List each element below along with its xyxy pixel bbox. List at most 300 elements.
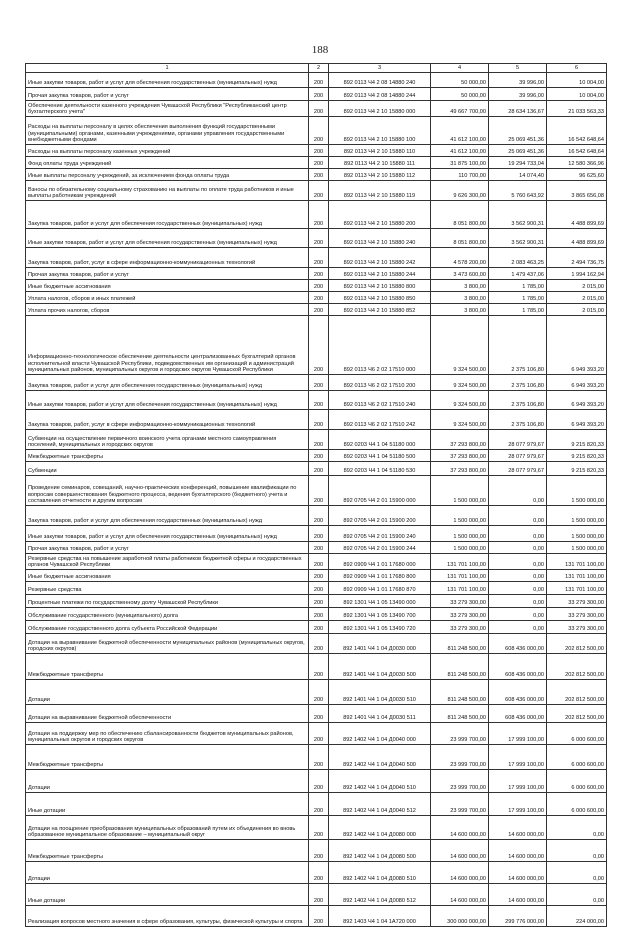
row-approved-cell: 23 999 700,00	[431, 745, 489, 770]
row-classification-cell: 892 0203 Ч4 1 04 51180 000	[329, 430, 431, 450]
row-classification-cell: 892 1402 Ч4 1 04 Д0040 512	[329, 793, 431, 816]
table-row	[26, 462, 607, 476]
row-unexecuted-cell: 6 000 600,00	[547, 745, 607, 770]
row-unexecuted-cell: 96 625,60	[547, 169, 607, 181]
row-classification-cell: 892 0203 Ч4 1 04 51180 500	[329, 450, 431, 462]
row-executed-cell: 608 436 000,00	[489, 654, 547, 680]
row-classification-cell: 892 0113 Ч4 2 10 15880 242	[329, 248, 431, 268]
row-unexecuted-cell: 2 494 736,75	[547, 248, 607, 268]
table-row	[26, 745, 607, 770]
row-unexecuted-cell: 6 000 600,00	[547, 793, 607, 816]
row-approved-cell: 41 612 100,00	[431, 117, 489, 145]
table-row	[26, 621, 607, 634]
table-row	[26, 506, 607, 526]
row-executed-cell: 17 999 100,00	[489, 793, 547, 816]
row-classification-cell: 892 1402 Ч4 1 04 Д0040 000	[329, 723, 431, 745]
row-code-cell: 200	[309, 101, 329, 117]
row-approved-cell: 37 293 800,00	[431, 462, 489, 476]
row-executed-cell: 0,00	[489, 554, 547, 570]
row-code-cell: 200	[309, 542, 329, 554]
table-row	[26, 101, 607, 117]
row-name-cell: Закупка товаров, работ и услуг для обеспечения государственных (муниципальных) нужд	[26, 375, 309, 391]
row-executed-cell: 0,00	[489, 542, 547, 554]
row-code-cell: 200	[309, 292, 329, 304]
row-name-cell: Дотации	[26, 770, 309, 793]
row-classification-cell: 892 0113 Ч4 2 10 15880 240	[329, 229, 431, 248]
row-classification-cell: 892 0909 Ч4 1 01 17680 800	[329, 570, 431, 582]
row-unexecuted-cell: 12 580 366,96	[547, 157, 607, 169]
row-executed-cell: 19 294 733,04	[489, 157, 547, 169]
row-name-cell: Расходы на выплаты персоналу казенных учреждений	[26, 145, 309, 157]
header-col-6: 6	[547, 64, 607, 73]
row-executed-cell: 0,00	[489, 621, 547, 634]
row-unexecuted-cell: 0,00	[547, 862, 607, 884]
row-executed-cell: 2 375 106,80	[489, 375, 547, 391]
row-unexecuted-cell: 1 994 162,94	[547, 268, 607, 280]
row-name-cell: Процентные платежи по государственному долгу Чувашской Республики	[26, 595, 309, 608]
row-approved-cell: 300 000 000,00	[431, 906, 489, 927]
table-body	[26, 73, 607, 927]
row-name-cell: Резервные средства на повышение заработной платы работников бюджетной сферы и государственных органов Чувашской Республики	[26, 554, 309, 570]
row-name-cell: Иные дотации	[26, 884, 309, 906]
row-approved-cell: 50 000,00	[431, 88, 489, 101]
row-unexecuted-cell: 16 542 648,64	[547, 117, 607, 145]
row-name-cell: Субвенции на осуществление первичного воинского учета органами местного самоуправления поселений, муниципальных и городских округов	[26, 430, 309, 450]
row-unexecuted-cell: 2 015,00	[547, 292, 607, 304]
row-approved-cell: 3 473 600,00	[431, 268, 489, 280]
row-executed-cell: 25 069 451,36	[489, 117, 547, 145]
row-classification-cell: 892 0113 Ч4 2 08 14880 244	[329, 88, 431, 101]
row-name-cell: Иные дотации	[26, 793, 309, 816]
row-unexecuted-cell: 21 033 563,33	[547, 101, 607, 117]
row-code-cell: 200	[309, 554, 329, 570]
row-executed-cell: 14 074,40	[489, 169, 547, 181]
row-unexecuted-cell: 2 015,00	[547, 304, 607, 316]
row-name-cell: Дотации на выравнивание бюджетной обеспеченности	[26, 705, 309, 723]
table-row	[26, 268, 607, 280]
row-unexecuted-cell: 0,00	[547, 816, 607, 840]
table-row	[26, 884, 607, 906]
row-approved-cell: 3 800,00	[431, 280, 489, 292]
row-name-cell: Расходы на выплаты персоналу в целях обеспечения выполнения функций государственными (муниципальными) органами, казенными учреждениями, органами управления государственными внебюджетными фондами	[26, 117, 309, 145]
row-executed-cell: 17 999 100,00	[489, 723, 547, 745]
row-executed-cell: 14 600 000,00	[489, 816, 547, 840]
row-executed-cell: 0,00	[489, 570, 547, 582]
row-classification-cell: 892 1402 Ч4 1 04 Д0080 500	[329, 840, 431, 862]
table-row	[26, 375, 607, 391]
row-classification-cell: 892 0113 Ч4 2 08 14880 240	[329, 73, 431, 88]
row-executed-cell: 2 083 463,25	[489, 248, 547, 268]
row-executed-cell: 1 479 437,06	[489, 268, 547, 280]
row-name-cell: Дотации	[26, 862, 309, 884]
row-executed-cell: 0,00	[489, 595, 547, 608]
row-classification-cell: 892 1402 Ч4 1 04 Д0080 000	[329, 816, 431, 840]
row-code-cell: 200	[309, 201, 329, 229]
row-name-cell: Межбюджетные трансферты	[26, 745, 309, 770]
table-row	[26, 542, 607, 554]
row-executed-cell: 28 077 979,67	[489, 430, 547, 450]
table-row	[26, 862, 607, 884]
header-col-3: 3	[329, 64, 431, 73]
row-approved-cell: 33 279 300,00	[431, 621, 489, 634]
row-approved-cell: 33 279 300,00	[431, 595, 489, 608]
row-name-cell: Взносы по обязательному социальному страхованию на выплаты по оплате труда работников и иные выплаты работникам учреждений	[26, 181, 309, 201]
row-unexecuted-cell: 1 500 000,00	[547, 506, 607, 526]
row-classification-cell: 892 0113 Ч6 2 02 17510 200	[329, 375, 431, 391]
row-code-cell: 200	[309, 816, 329, 840]
row-classification-cell: 892 0113 Ч4 2 10 15880 850	[329, 292, 431, 304]
row-approved-cell: 3 800,00	[431, 292, 489, 304]
row-code-cell: 200	[309, 304, 329, 316]
row-code-cell: 200	[309, 770, 329, 793]
row-approved-cell: 9 324 500,00	[431, 375, 489, 391]
row-code-cell: 200	[309, 117, 329, 145]
row-unexecuted-cell: 6 949 393,20	[547, 391, 607, 410]
row-name-cell: Уплата налогов, сборов и иных платежей	[26, 292, 309, 304]
row-name-cell: Дотации на поддержку мер по обеспечению сбалансированности бюджетов муниципальных районов, муниципальных округов и городских округов	[26, 723, 309, 745]
row-classification-cell: 892 0113 Ч4 2 10 15880 110	[329, 145, 431, 157]
table-row	[26, 117, 607, 145]
row-approved-cell: 14 600 000,00	[431, 862, 489, 884]
table-row	[26, 476, 607, 506]
row-name-cell: Информационно-технологическое обеспечение деятельности централизованных бухгалтерий органов исполнительной власти Чувашской Республики, подведомственных им организаций и администраций муниципальных районов, муниципальных округов и городских округов Чувашской Республики	[26, 316, 309, 375]
table-row	[26, 157, 607, 169]
row-name-cell: Дотации	[26, 680, 309, 705]
row-name-cell: Иные закупки товаров, работ и услуг для обеспечения государственных (муниципальных) нужд	[26, 73, 309, 88]
row-name-cell: Иные закупки товаров, работ и услуг для обеспечения государственных (муниципальных) нужд	[26, 391, 309, 410]
row-classification-cell: 892 1301 Ч4 1 05 13490 700	[329, 608, 431, 621]
row-classification-cell: 892 0909 Ч4 1 01 17680 000	[329, 554, 431, 570]
row-executed-cell: 39 996,00	[489, 73, 547, 88]
row-executed-cell: 3 562 900,31	[489, 229, 547, 248]
row-name-cell: Фонд оплаты труда учреждений	[26, 157, 309, 169]
row-name-cell: Межбюджетные трансферты	[26, 840, 309, 862]
row-code-cell: 200	[309, 608, 329, 621]
row-executed-cell: 1 785,00	[489, 280, 547, 292]
row-executed-cell: 0,00	[489, 608, 547, 621]
row-classification-cell: 892 1401 Ч4 1 04 Д0030 510	[329, 680, 431, 705]
row-code-cell: 200	[309, 157, 329, 169]
row-classification-cell: 892 0113 Ч6 2 02 17510 240	[329, 391, 431, 410]
row-executed-cell: 0,00	[489, 476, 547, 506]
table-row	[26, 450, 607, 462]
row-executed-cell: 608 436 000,00	[489, 680, 547, 705]
row-code-cell: 200	[309, 862, 329, 884]
row-code-cell: 200	[309, 906, 329, 927]
row-unexecuted-cell: 4 488 899,69	[547, 229, 607, 248]
row-executed-cell: 5 760 643,92	[489, 181, 547, 201]
table-row	[26, 570, 607, 582]
row-unexecuted-cell: 33 279 300,00	[547, 621, 607, 634]
row-executed-cell: 28 077 979,67	[489, 462, 547, 476]
row-executed-cell: 14 600 000,00	[489, 884, 547, 906]
row-unexecuted-cell: 3 865 656,08	[547, 181, 607, 201]
row-name-cell: Иные закупки товаров, работ и услуг для обеспечения государственных (муниципальных) нужд	[26, 526, 309, 542]
row-approved-cell: 4 578 200,00	[431, 248, 489, 268]
row-code-cell: 200	[309, 73, 329, 88]
row-classification-cell: 892 0113 Ч4 2 10 15880 244	[329, 268, 431, 280]
table-row	[26, 201, 607, 229]
row-classification-cell: 892 1402 Ч4 1 04 Д0040 510	[329, 770, 431, 793]
row-unexecuted-cell: 6 949 393,20	[547, 410, 607, 430]
row-code-cell: 200	[309, 229, 329, 248]
row-approved-cell: 37 293 800,00	[431, 450, 489, 462]
row-name-cell: Иные выплаты персоналу учреждений, за исключением фонда оплаты труда	[26, 169, 309, 181]
table-row	[26, 816, 607, 840]
table-row	[26, 73, 607, 88]
row-approved-cell: 9 324 500,00	[431, 316, 489, 375]
row-approved-cell: 1 500 000,00	[431, 476, 489, 506]
row-name-cell: Межбюджетные трансферты	[26, 654, 309, 680]
row-approved-cell: 131 701 100,00	[431, 570, 489, 582]
table-row	[26, 181, 607, 201]
row-executed-cell: 2 375 106,80	[489, 391, 547, 410]
table-row	[26, 680, 607, 705]
row-executed-cell: 0,00	[489, 582, 547, 595]
row-approved-cell: 49 667 700,00	[431, 101, 489, 117]
row-executed-cell: 14 600 000,00	[489, 862, 547, 884]
row-name-cell: Прочая закупка товаров, работ и услуг	[26, 88, 309, 101]
table-row	[26, 554, 607, 570]
row-classification-cell: 892 0113 Ч4 2 10 15880 852	[329, 304, 431, 316]
row-unexecuted-cell: 202 812 500,00	[547, 654, 607, 680]
row-unexecuted-cell: 16 542 648,64	[547, 145, 607, 157]
row-executed-cell: 14 600 000,00	[489, 840, 547, 862]
row-code-cell: 200	[309, 595, 329, 608]
row-code-cell: 200	[309, 145, 329, 157]
row-code-cell: 200	[309, 526, 329, 542]
row-name-cell: Проведение семинаров, совещаний, научно-практических конференций, повышение квалификации по вопросам совершенствования бюджетного процесса, ведения бухгалтерского (бюджетного) учета и составления отчетности и другим вопросам	[26, 476, 309, 506]
row-classification-cell: 892 0113 Ч4 2 10 15880 800	[329, 280, 431, 292]
table-row	[26, 430, 607, 450]
row-approved-cell: 110 700,00	[431, 169, 489, 181]
row-classification-cell: 892 1401 Ч4 1 04 Д0030 500	[329, 654, 431, 680]
row-executed-cell: 2 375 106,80	[489, 410, 547, 430]
table-row	[26, 608, 607, 621]
row-approved-cell: 3 800,00	[431, 304, 489, 316]
row-executed-cell: 0,00	[489, 506, 547, 526]
row-name-cell: Дотации на выравнивание бюджетной обеспеченности муниципальных районов (муниципальных округов, городских округов)	[26, 634, 309, 654]
row-code-cell: 200	[309, 268, 329, 280]
row-code-cell: 200	[309, 375, 329, 391]
row-executed-cell: 25 069 451,36	[489, 145, 547, 157]
row-classification-cell: 892 0705 Ч4 2 01 15900 244	[329, 542, 431, 554]
table-row	[26, 229, 607, 248]
row-classification-cell: 892 0113 Ч6 2 02 17510 242	[329, 410, 431, 430]
row-approved-cell: 9 324 500,00	[431, 410, 489, 430]
row-unexecuted-cell: 6 949 393,20	[547, 316, 607, 375]
row-executed-cell: 1 785,00	[489, 304, 547, 316]
row-unexecuted-cell: 4 488 899,69	[547, 201, 607, 229]
row-unexecuted-cell: 0,00	[547, 840, 607, 862]
row-executed-cell: 299 776 000,00	[489, 906, 547, 927]
table-row	[26, 840, 607, 862]
row-classification-cell: 892 0113 Ч4 2 10 15880 119	[329, 181, 431, 201]
table-row	[26, 654, 607, 680]
row-code-cell: 200	[309, 506, 329, 526]
table-row	[26, 582, 607, 595]
row-name-cell: Иные бюджетные ассигнования	[26, 570, 309, 582]
row-name-cell: Закупка товаров, работ и услуг для обеспечения государственных (муниципальных) нужд	[26, 506, 309, 526]
row-code-cell: 200	[309, 450, 329, 462]
row-name-cell: Межбюджетные трансферты	[26, 450, 309, 462]
row-code-cell: 200	[309, 570, 329, 582]
row-code-cell: 200	[309, 462, 329, 476]
row-name-cell: Иные закупки товаров, работ и услуг для обеспечения государственных (муниципальных) нужд	[26, 229, 309, 248]
table-row	[26, 316, 607, 375]
table-row	[26, 793, 607, 816]
row-executed-cell: 0,00	[489, 526, 547, 542]
row-code-cell: 200	[309, 680, 329, 705]
table-row	[26, 88, 607, 101]
row-name-cell: Закупка товаров, работ, услуг в сфере информационно-коммуникационных технологий	[26, 410, 309, 430]
row-classification-cell: 892 0113 Ч4 2 10 15880 000	[329, 101, 431, 117]
row-classification-cell: 892 1401 Ч4 1 04 Д0030 000	[329, 634, 431, 654]
row-name-cell: Обслуживание государственного долга субъекта Российской Федерации	[26, 621, 309, 634]
row-classification-cell: 892 0113 Ч4 2 10 15880 100	[329, 117, 431, 145]
row-approved-cell: 8 051 800,00	[431, 201, 489, 229]
row-name-cell: Реализация вопросов местного значения в сфере образования, культуры, физической культуры и спорта	[26, 906, 309, 927]
table-row	[26, 391, 607, 410]
table-header-row	[26, 64, 607, 73]
row-approved-cell: 811 248 500,00	[431, 634, 489, 654]
row-approved-cell: 1 500 000,00	[431, 506, 489, 526]
row-classification-cell: 892 0705 Ч4 2 01 15900 240	[329, 526, 431, 542]
header-col-2: 2	[309, 64, 329, 73]
row-code-cell: 200	[309, 884, 329, 906]
row-unexecuted-cell: 131 701 100,00	[547, 582, 607, 595]
row-name-cell: Закупка товаров, работ и услуг для обеспечения государственных (муниципальных) нужд	[26, 201, 309, 229]
row-code-cell: 200	[309, 476, 329, 506]
row-unexecuted-cell: 9 215 820,33	[547, 450, 607, 462]
row-approved-cell: 23 999 700,00	[431, 793, 489, 816]
row-approved-cell: 9 626 300,00	[431, 181, 489, 201]
row-executed-cell: 28 077 979,67	[489, 450, 547, 462]
table-row	[26, 723, 607, 745]
page-number: 188	[311, 44, 329, 56]
row-classification-cell: 892 0113 Ч4 2 10 15880 112	[329, 169, 431, 181]
row-approved-cell: 23 999 700,00	[431, 723, 489, 745]
row-approved-cell: 8 051 800,00	[431, 229, 489, 248]
row-classification-cell: 892 1402 Ч4 1 04 Д0080 510	[329, 862, 431, 884]
row-executed-cell: 3 562 900,31	[489, 201, 547, 229]
table-row	[26, 526, 607, 542]
table-row	[26, 248, 607, 268]
row-classification-cell: 892 1301 Ч4 1 05 13490 000	[329, 595, 431, 608]
row-unexecuted-cell: 33 279 300,00	[547, 608, 607, 621]
row-executed-cell: 17 999 100,00	[489, 770, 547, 793]
row-unexecuted-cell: 0,00	[547, 884, 607, 906]
table-row	[26, 906, 607, 927]
row-unexecuted-cell: 131 701 100,00	[547, 554, 607, 570]
header-col-4: 4	[431, 64, 489, 73]
row-unexecuted-cell: 1 500 000,00	[547, 542, 607, 554]
row-name-cell: Прочая закупка товаров, работ и услуг	[26, 542, 309, 554]
table-row	[26, 705, 607, 723]
row-name-cell: Прочая закупка товаров, работ и услуг	[26, 268, 309, 280]
row-code-cell: 200	[309, 582, 329, 595]
row-approved-cell: 1 500 000,00	[431, 526, 489, 542]
row-approved-cell: 14 600 000,00	[431, 840, 489, 862]
row-approved-cell: 811 248 500,00	[431, 705, 489, 723]
row-classification-cell: 892 1402 Ч4 1 04 Д0040 500	[329, 745, 431, 770]
row-name-cell: Закупка товаров, работ, услуг в сфере информационно-коммуникационных технологий	[26, 248, 309, 268]
row-name-cell: Обслуживание государственного (муниципального) долга	[26, 608, 309, 621]
row-unexecuted-cell: 2 015,00	[547, 280, 607, 292]
row-code-cell: 200	[309, 88, 329, 101]
row-approved-cell: 50 000,00	[431, 73, 489, 88]
table-row	[26, 770, 607, 793]
row-approved-cell: 41 612 100,00	[431, 145, 489, 157]
table-row	[26, 595, 607, 608]
row-executed-cell: 608 436 000,00	[489, 705, 547, 723]
row-approved-cell: 14 600 000,00	[431, 816, 489, 840]
row-unexecuted-cell: 1 500 000,00	[547, 526, 607, 542]
row-classification-cell: 892 0113 Ч6 2 02 17510 000	[329, 316, 431, 375]
row-unexecuted-cell: 10 004,00	[547, 73, 607, 88]
row-code-cell: 200	[309, 280, 329, 292]
row-approved-cell: 37 293 800,00	[431, 430, 489, 450]
table-row	[26, 280, 607, 292]
row-executed-cell: 608 436 000,00	[489, 634, 547, 654]
row-code-cell: 200	[309, 745, 329, 770]
row-name-cell: Дотации на поощрение преобразования муниципальных образований путем их объединения во вновь образованное муниципальное образование – муниципальный округ	[26, 816, 309, 840]
row-unexecuted-cell: 202 812 500,00	[547, 634, 607, 654]
row-name-cell: Резервные средства	[26, 582, 309, 595]
row-unexecuted-cell: 202 812 500,00	[547, 705, 607, 723]
row-unexecuted-cell: 1 500 000,00	[547, 476, 607, 506]
row-code-cell: 200	[309, 169, 329, 181]
row-name-cell: Уплата прочих налогов, сборов	[26, 304, 309, 316]
row-executed-cell: 39 996,00	[489, 88, 547, 101]
row-approved-cell: 811 248 500,00	[431, 654, 489, 680]
row-classification-cell: 892 0113 Ч4 2 10 15880 200	[329, 201, 431, 229]
row-classification-cell: 892 1402 Ч4 1 04 Д0080 512	[329, 884, 431, 906]
row-code-cell: 200	[309, 634, 329, 654]
row-approved-cell: 23 999 700,00	[431, 770, 489, 793]
row-executed-cell: 17 999 100,00	[489, 745, 547, 770]
row-code-cell: 200	[309, 621, 329, 634]
row-name-cell: Субвенции	[26, 462, 309, 476]
row-code-cell: 200	[309, 391, 329, 410]
row-code-cell: 200	[309, 430, 329, 450]
table-row	[26, 145, 607, 157]
row-classification-cell: 892 0113 Ч4 2 10 15880 111	[329, 157, 431, 169]
row-classification-cell: 892 0705 Ч4 2 01 15900 200	[329, 506, 431, 526]
row-approved-cell: 33 279 300,00	[431, 608, 489, 621]
row-approved-cell: 31 875 100,00	[431, 157, 489, 169]
row-executed-cell: 28 634 136,67	[489, 101, 547, 117]
row-unexecuted-cell: 6 000 600,00	[547, 770, 607, 793]
header-col-5: 5	[489, 64, 547, 73]
budget-execution-table	[25, 63, 607, 927]
row-classification-cell: 892 1301 Ч4 1 05 13490 720	[329, 621, 431, 634]
row-code-cell: 200	[309, 840, 329, 862]
row-code-cell: 200	[309, 410, 329, 430]
header-col-1: 1	[26, 64, 309, 73]
table-row	[26, 410, 607, 430]
row-approved-cell: 1 500 000,00	[431, 542, 489, 554]
row-classification-cell: 892 1401 Ч4 1 04 Д0030 511	[329, 705, 431, 723]
row-classification-cell: 892 0705 Ч4 2 01 15900 000	[329, 476, 431, 506]
row-classification-cell: 892 0203 Ч4 1 04 51180 530	[329, 462, 431, 476]
row-unexecuted-cell: 10 004,00	[547, 88, 607, 101]
table-row	[26, 169, 607, 181]
row-name-cell: Иные бюджетные ассигнования	[26, 280, 309, 292]
row-classification-cell: 892 1403 Ч4 1 04 1А720 000	[329, 906, 431, 927]
row-unexecuted-cell: 9 215 820,33	[547, 462, 607, 476]
row-code-cell: 200	[309, 248, 329, 268]
